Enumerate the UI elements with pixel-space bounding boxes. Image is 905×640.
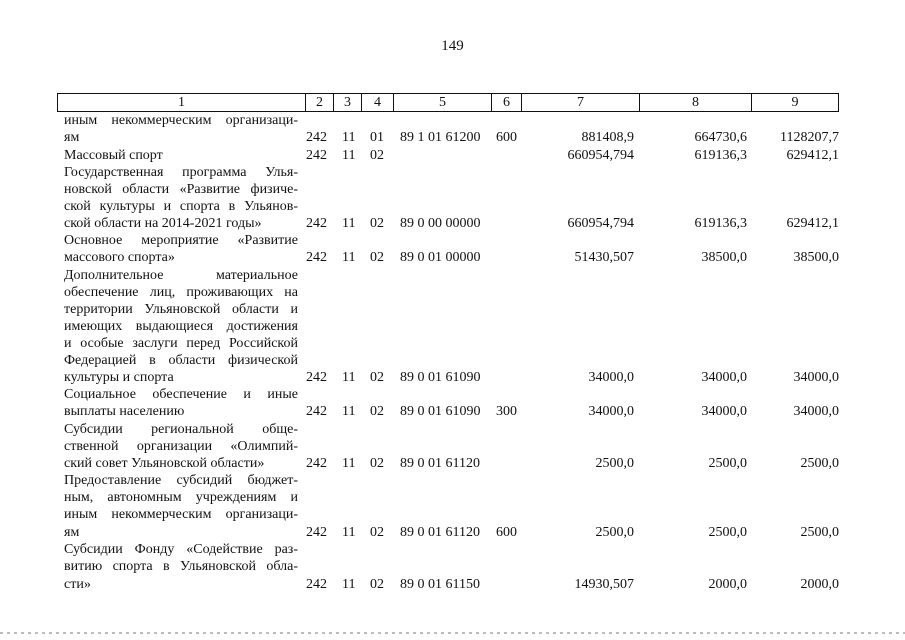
row-col-8: 619136,3 xyxy=(694,216,747,231)
row-col-8: 38500,0 xyxy=(701,250,747,265)
row-col-5: 89 0 01 61120 xyxy=(400,525,480,540)
header-col-3: 3 xyxy=(334,94,362,111)
row-col-8: 2500,0 xyxy=(708,525,747,540)
row-col-4: 02 xyxy=(370,216,384,231)
header-col-7: 7 xyxy=(522,94,640,111)
row-desc-line: ным, автономным учреждениям и xyxy=(64,490,298,505)
row-col-4: 01 xyxy=(370,130,384,145)
row-desc-line: Основное мероприятие «Развитие xyxy=(64,233,298,248)
row-col-2: 242 xyxy=(306,577,327,592)
row-col-3: 11 xyxy=(342,525,356,540)
row-desc-line: ский совет Ульяновской области» xyxy=(64,456,265,471)
row-col-9: 2000,0 xyxy=(800,577,839,592)
row-col-3: 11 xyxy=(342,404,356,419)
row-desc-line: ственной организации «Олимпий- xyxy=(64,439,298,454)
header-col-1: 1 xyxy=(58,94,306,111)
row-col-9: 1128207,7 xyxy=(780,130,839,145)
row-col-8: 34000,0 xyxy=(701,370,747,385)
header-col-9: 9 xyxy=(791,95,799,110)
row-desc-line: Массовый спорт xyxy=(64,148,163,163)
row-desc-line: Субсидии региональной обще- xyxy=(64,422,298,437)
row-col-5: 89 0 01 61150 xyxy=(400,577,480,592)
row-col-7: 2500,0 xyxy=(595,525,634,540)
row-col-4: 02 xyxy=(370,577,384,592)
row-col-5: 89 0 01 61090 xyxy=(400,370,481,385)
row-desc-line: ской культуры и спорта в Ульянов- xyxy=(64,199,298,214)
header-col-6: 6 xyxy=(492,94,522,111)
row-col-4: 02 xyxy=(370,370,384,385)
row-col-3: 11 xyxy=(342,216,356,231)
row-col-4: 02 xyxy=(370,404,384,419)
page-bottom-edge xyxy=(0,632,905,634)
row-desc-line: культуры и спорта xyxy=(64,370,174,385)
row-desc-line: массового спорта» xyxy=(64,250,175,265)
row-desc-line: иным некоммерческим организаци- xyxy=(64,113,298,128)
row-col-3: 11 xyxy=(342,456,356,471)
row-col-3: 11 xyxy=(342,130,356,145)
row-col-9: 2500,0 xyxy=(800,525,839,540)
row-col-4: 02 xyxy=(370,456,384,471)
row-desc-line: Предоставление субсидий бюджет- xyxy=(64,473,298,488)
row-col-7: 34000,0 xyxy=(588,370,634,385)
row-col-9: 629412,1 xyxy=(786,216,839,231)
row-col-9: 34000,0 xyxy=(793,404,839,419)
row-desc-line: новской области «Развитие физиче- xyxy=(64,182,298,197)
row-desc-line: витию спорта в Ульяновской обла- xyxy=(64,559,298,574)
row-col-2: 242 xyxy=(306,370,327,385)
row-col-6: 300 xyxy=(496,404,517,419)
row-col-8: 619136,3 xyxy=(694,148,747,163)
row-col-2: 242 xyxy=(306,404,327,419)
row-desc-line: и особые заслуги перед Российской xyxy=(64,336,298,351)
row-col-7: 660954,794 xyxy=(567,216,634,231)
row-desc-line: ской области на 2014-2021 годы» xyxy=(64,216,262,231)
row-desc-line: ям xyxy=(64,525,80,540)
row-desc-line: Субсидии Фонду «Содействие раз- xyxy=(64,542,298,557)
row-col-9: 2500,0 xyxy=(800,456,839,471)
row-col-9: 38500,0 xyxy=(793,250,839,265)
row-desc-line: сти» xyxy=(64,577,91,592)
row-col-3: 11 xyxy=(342,250,356,265)
row-col-2: 242 xyxy=(306,525,327,540)
header-col-5: 5 xyxy=(394,94,492,111)
row-col-8: 2000,0 xyxy=(708,577,747,592)
row-desc-line: Федерацией в области физической xyxy=(64,353,298,368)
row-col-2: 242 xyxy=(306,456,327,471)
row-col-9: 629412,1 xyxy=(786,148,839,163)
row-col-7: 2500,0 xyxy=(595,456,634,471)
row-col-2: 242 xyxy=(306,148,327,163)
row-col-7: 881408,9 xyxy=(581,130,634,145)
row-desc-line: выплаты населению xyxy=(64,404,185,419)
row-col-3: 11 xyxy=(342,577,356,592)
row-col-5: 89 0 00 00000 xyxy=(400,216,481,231)
row-desc-line: ям xyxy=(64,130,80,145)
header-col-4: 4 xyxy=(362,94,394,111)
row-col-4: 02 xyxy=(370,250,384,265)
row-col-3: 11 xyxy=(342,148,356,163)
row-col-5: 89 1 01 61200 xyxy=(400,130,481,145)
row-col-3: 11 xyxy=(342,370,356,385)
row-col-5: 89 0 01 00000 xyxy=(400,250,481,265)
row-desc-line: обеспечение лиц, проживающих на xyxy=(64,285,298,300)
row-col-7: 51430,507 xyxy=(574,250,634,265)
row-desc-line: Дополнительное материальное xyxy=(64,268,298,283)
row-col-6: 600 xyxy=(496,525,517,540)
row-col-7: 14930,507 xyxy=(574,577,634,592)
row-desc-line: Государственная программа Улья- xyxy=(64,165,298,180)
row-col-6: 600 xyxy=(496,130,517,145)
header-col-2: 2 xyxy=(306,94,334,111)
row-col-2: 242 xyxy=(306,250,327,265)
header-col-8: 8 xyxy=(640,94,752,111)
table-header xyxy=(57,93,839,112)
row-desc-line: имеющих выдающиеся достижения xyxy=(64,319,298,334)
row-col-5: 89 0 01 61090 xyxy=(400,404,481,419)
row-col-8: 664730,6 xyxy=(694,130,747,145)
row-col-4: 02 xyxy=(370,148,384,163)
row-col-4: 02 xyxy=(370,525,384,540)
row-col-7: 34000,0 xyxy=(588,404,634,419)
row-col-5: 89 0 01 61120 xyxy=(400,456,480,471)
row-col-2: 242 xyxy=(306,216,327,231)
page-number: 149 xyxy=(441,38,464,54)
row-desc-line: иным некоммерческим организаци- xyxy=(64,507,298,522)
row-col-2: 242 xyxy=(306,130,327,145)
row-desc-line: Социальное обеспечение и иные xyxy=(64,387,298,402)
row-col-7: 660954,794 xyxy=(567,148,634,163)
row-desc-line: территории Ульяновской области и xyxy=(64,302,298,317)
row-col-8: 2500,0 xyxy=(708,456,747,471)
row-col-8: 34000,0 xyxy=(701,404,747,419)
row-col-9: 34000,0 xyxy=(793,370,839,385)
